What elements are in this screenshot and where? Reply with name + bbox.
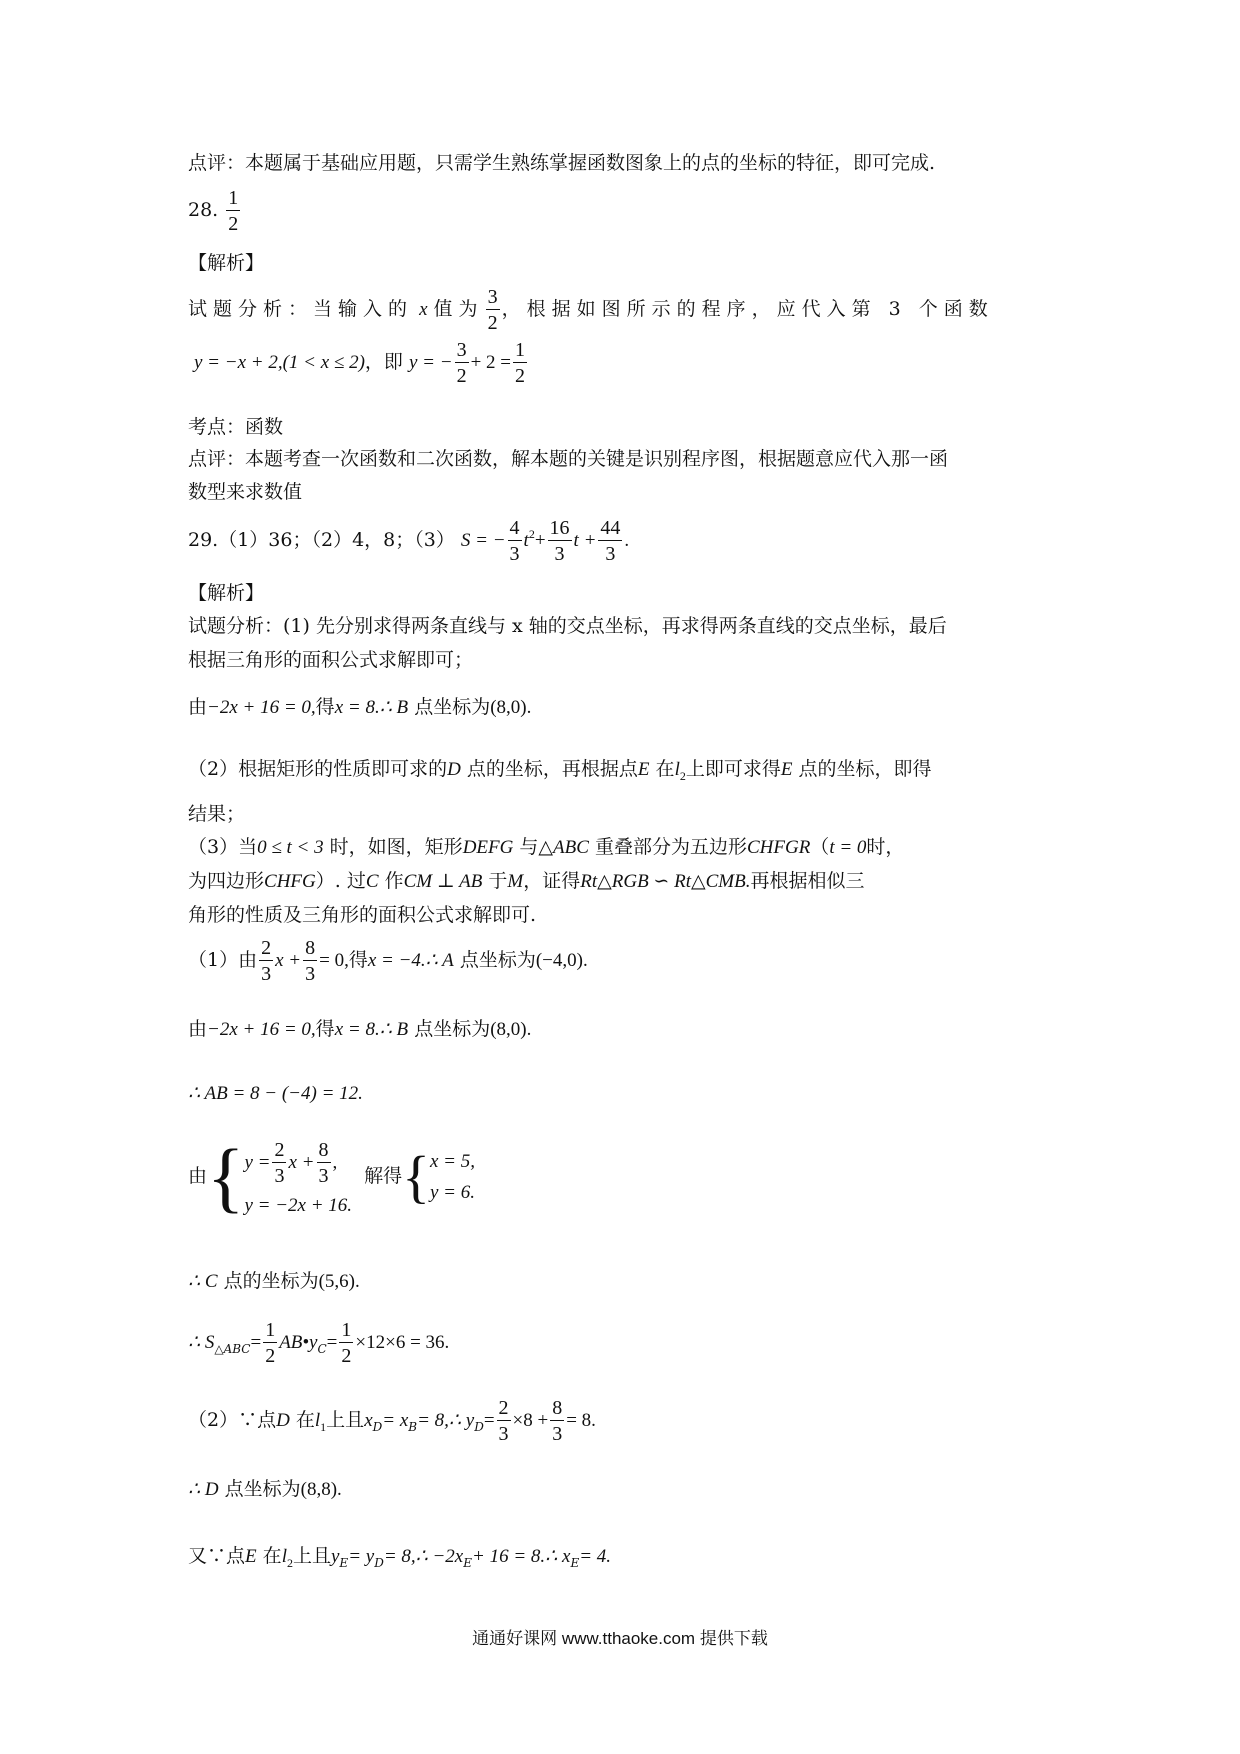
fraction: $\frac{44}{3}$ [600,517,621,565]
fraction: $\frac{2}{3}$ [261,937,272,985]
solution-step-8: 又∵点E 在$l_2$上且$y_E= y_D=$ 8,∴ $-2x_E+ 16$ = 8.∴ $x_E= 4$. [188,1545,612,1570]
analysis-line-29-5: 结果； [188,803,246,825]
analysis-line-28-2: y = −x + 2,(1 < x ≤ 2)，即 y = − $\frac{3}{2}$ + 2 = $\frac{1}{2}$ [194,339,525,387]
fraction: $\frac{8}{3}$ [552,1397,563,1445]
equation-2: y = −2x + 16. [244,1194,353,1216]
fraction: $\frac{8}{3}$ [305,937,316,985]
fraction: $\frac{2}{3}$ [274,1138,285,1187]
solution-step-5: ∴ $S_{\triangle ABC}=$ $\frac{1}{2}$ $AB•y_C=$ $\frac{1}{2}$ ×12×6 = 36. [188,1319,450,1367]
fraction: $\frac{8}{3}$ [318,1138,329,1187]
solution-step-3: ∴ AB = 8 − (−4) = 12. [188,1083,363,1104]
analysis-line-28-1: 试题分析：当输入的 x 值为 $\frac{3}{2}$ ，根据如图所示的程序，应代入第 3 个函数 [188,286,994,334]
fraction: $\frac{1}{2}$ [341,1319,352,1367]
solution-step-4: ∴ C 点的坐标为(5,6). [188,1270,360,1292]
fraction: $\frac{3}{2}$ [456,339,467,387]
analysis-heading: 【解析】 [188,582,265,604]
solution-set: x = 5, y = 6. [429,1151,475,1203]
answer-29: 29.（1）36；（2）4，8；（3） S = − $\frac{4}{3}$ $t^2+$ $\frac{16}{3}$ t + $\frac{44}{3}$ . [188,517,630,565]
analysis-line-29-1: 试题分析：(1) 先分别求得两条直线与 x 轴的交点坐标，再求得两条直线的交点坐标，最后 [188,615,947,637]
analysis-heading: 【解析】 [188,252,265,274]
left-brace: { [402,1144,430,1209]
analysis-line-29-3: 由−2x + 16 = 0,得x = 8.∴ B 点坐标为(8,0). [188,696,532,718]
left-brace: { [207,1133,245,1220]
analysis-line-29-7: 为四边形CHFG）. 过C 作CM ⊥ AB 于M，证得Rt△RGB ∽ Rt△CMB.再根据相似三 [188,870,865,892]
equation-system [244,1140,352,1215]
equation-1: y = $\frac{2}{3}$ x + $\frac{8}{3}$ , [244,1138,338,1187]
analysis-line-29-2: 根据三角形的面积公式求解即可； [188,649,474,671]
fraction: $\frac{1}{2}$ [265,1319,276,1367]
review-line-2: 点评：本题考查一次函数和二次函数，解本题的关键是识别程序图，根据题意应代入那一函 [188,448,949,470]
fraction: $\frac{4}{3}$ [509,517,520,565]
fraction: $\frac{2}{3}$ [498,1397,509,1445]
fraction: $\frac{3}{2}$ [487,286,498,334]
review-line-1: 点评：本题属于基础应用题，只需学生熟练掌握函数图象上的点的坐标的特征，即可完成. [188,152,936,174]
answer-28 [188,188,242,234]
solution-step-2: 由−2x + 16 = 0,得x = 8.∴ B 点坐标为(8,0). [188,1018,532,1040]
fraction: $\frac{16}{3}$ [549,517,570,565]
analysis-line-29-8: 角形的性质及三角形的面积公式求解即可. [188,904,537,926]
fraction: $\frac{1}{2}$ [515,339,525,387]
page-footer: 通通好课网 www.tthaoke.com 提供下载 [472,1629,768,1648]
review-line-3: 数型来求数值 [188,481,303,503]
solution-step-6: （2）∵点D 在$l_1$上且$x_D= x_B=$ 8,∴ $y_D=$ $\frac{2}{3}$ ×8 + $\frac{8}{3}$ = 8. [188,1397,596,1445]
analysis-line-29-6: （3）当0 ≤ t < 3 时，如图，矩形DEFG 与△ABC 重叠部分为五边形CHFGR（t = 0时， [188,836,905,858]
knowledge-point: 考点：函数 [188,416,284,438]
solution-step-1: （1）由 $\frac{2}{3}$ x + $\frac{8}{3}$ = 0,得x = −4.∴ A 点坐标为(−4,0). [188,937,588,985]
analysis-line-29-4: （2）根据矩形的性质即可求的D 点的坐标，再根据点E 在$l_2$上即可求得E 点的坐标，即得 [188,758,932,783]
solution-step-7: ∴ D 点坐标为(8,8). [188,1478,342,1500]
question-number: 28. [188,199,219,221]
fraction: $\frac{1}{2}$ [228,187,239,235]
solution-system: 由{ y = $\frac{2}{3}$ x + $\frac{8}{3}$ , y = −2x + 16. 解得{ x = 5, y = 6. [188,1133,475,1220]
